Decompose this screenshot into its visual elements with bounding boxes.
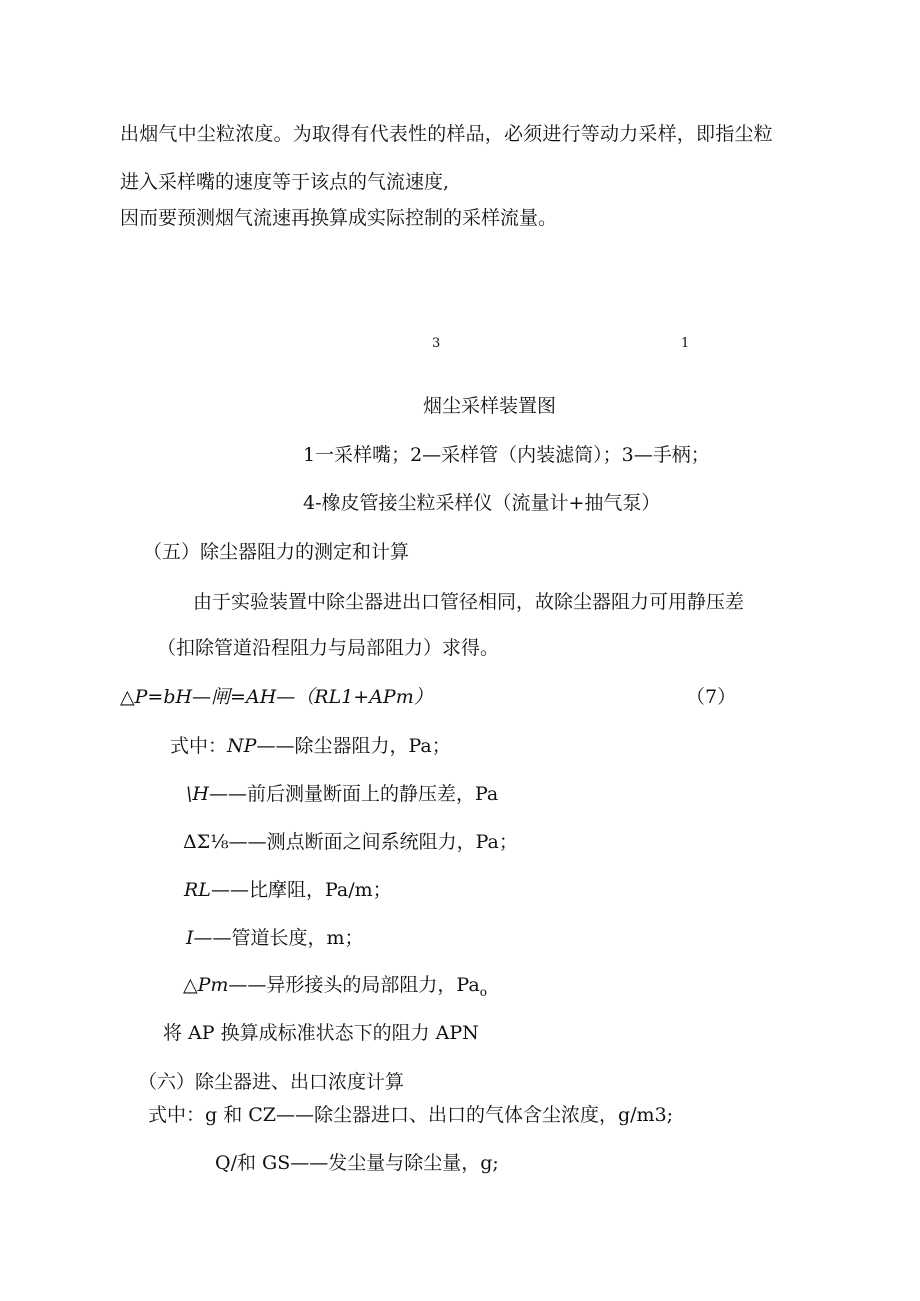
section6-definition2: Q/和 GS——发尘量与除尘量，g; <box>215 1152 499 1174</box>
section5-paragraph-line2: （扣除管道沿程阻力与局部阻力）求得。 <box>157 637 500 659</box>
definition-np <box>170 734 451 758</box>
definition-static-pressure <box>186 782 498 806</box>
definition-symbol: NP <box>227 735 257 757</box>
definition-text: ——异形接头的局部阻力，Pa <box>228 974 480 996</box>
definition-subscript: o <box>479 985 487 999</box>
figure-caption-line1: 1一采样嘴；2—采样管（内装滤筒）；3—手柄； <box>303 444 710 466</box>
equation-7: △P=bH—闸=AH—（RL1+APm） <box>120 686 433 708</box>
definition-text: ——比摩阻，Pa/m； <box>210 879 392 901</box>
definition-length <box>186 926 364 950</box>
definition-local-resistance <box>183 973 487 1004</box>
definition-text: ——除尘器阻力，Pa； <box>256 735 451 757</box>
section5-paragraph-line1: 由于实验装置中除尘器进出口管径相同，故除尘器阻力可用静压差 <box>193 591 745 613</box>
text-line: 因而要预测烟气流速再换算成实际控制的采样流量。 <box>120 207 558 229</box>
definition-text: ——前后测量断面上的静压差，Pa <box>208 783 499 805</box>
definition-symbol: I <box>186 927 194 949</box>
definition-symbol: ΔΣ⅛ <box>183 831 229 853</box>
definition-symbol: RL <box>184 879 211 901</box>
figure-label-3: 3 <box>432 336 441 351</box>
figure-caption-line2: 4-橡皮管接尘粒采样仪（流量计+抽气泵） <box>303 492 661 514</box>
definition-system-resistance <box>183 830 518 854</box>
section5-heading: （五）除尘器阻力的测定和计算 <box>143 541 410 563</box>
definition-text: ——管道长度，m； <box>193 927 364 949</box>
text-line: 进入采样嘴的速度等于该点的气流速度, <box>120 171 450 193</box>
conversion-line: 将 AP 换算成标准状态下的阻力 APN <box>163 1022 479 1044</box>
section6-definition1: 式中：g 和 CZ——除尘器进口、出口的气体含尘浓度，g∕m3; <box>148 1104 674 1126</box>
definition-text: ——测点断面之间系统阻力，Pa； <box>228 831 518 853</box>
definition-prefix: 式中： <box>170 735 228 757</box>
section6-heading: （六）除尘器进、出口浓度计算 <box>138 1071 405 1093</box>
equation-number: （7） <box>686 686 737 708</box>
definition-symbol: \H <box>186 783 209 805</box>
definition-symbol: △Pm <box>183 974 229 996</box>
figure-label-1: 1 <box>681 336 690 351</box>
text-line: 出烟气中尘粒浓度。为取得有代表性的样品，必须进行等动力采样，即指尘粒 <box>120 123 773 145</box>
figure-title: 烟尘采样装置图 <box>423 395 557 417</box>
definition-rl <box>184 878 392 902</box>
